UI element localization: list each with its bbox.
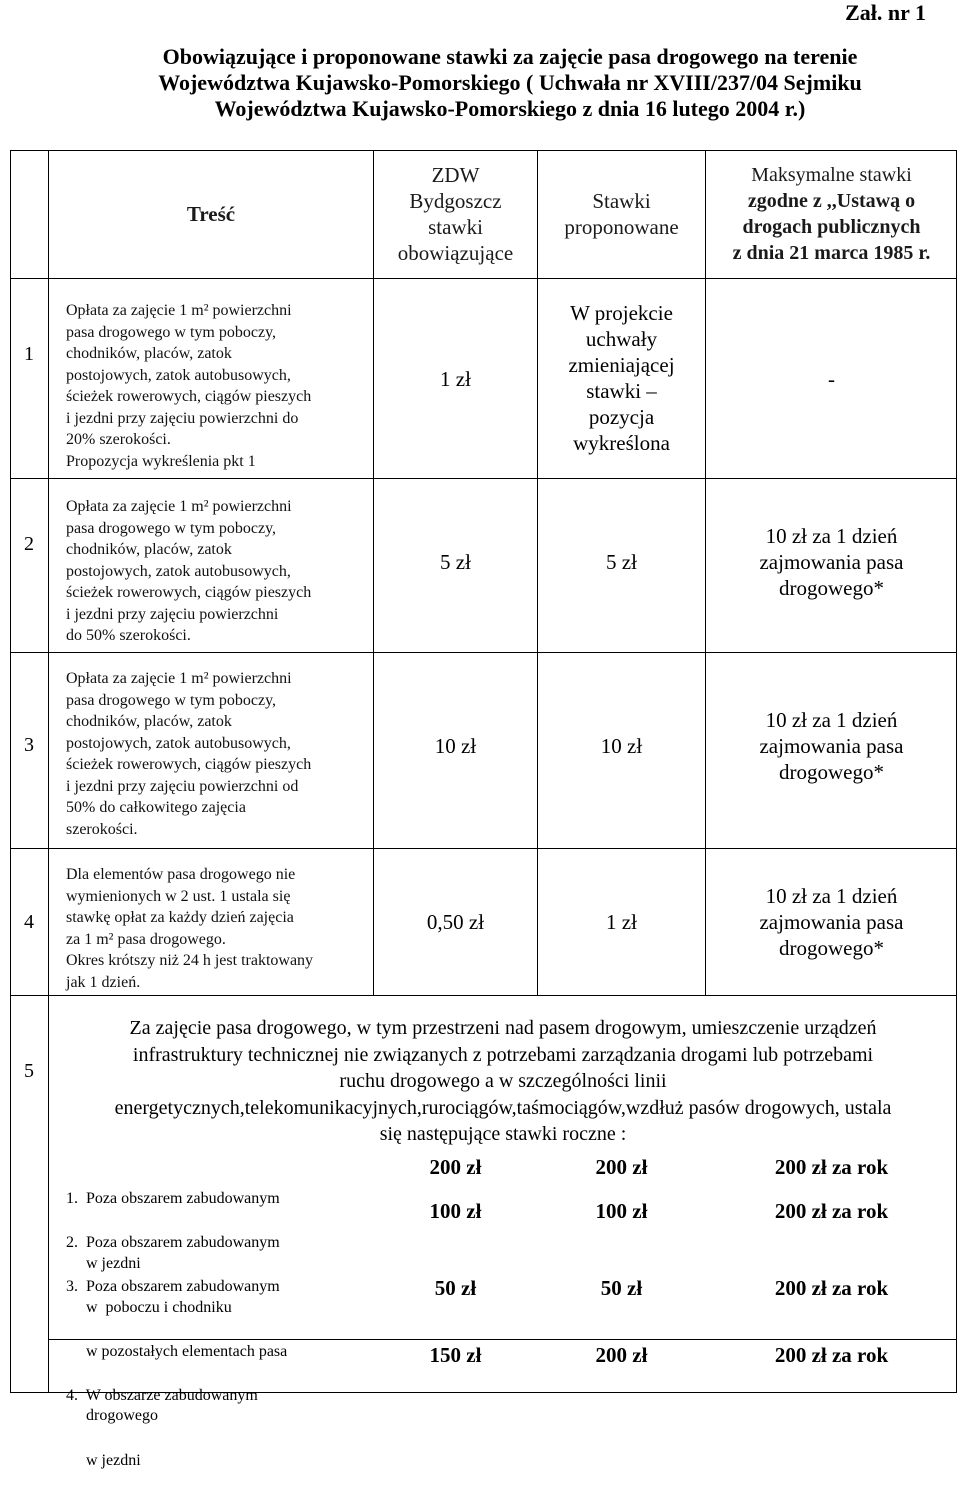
max-rate <box>706 479 957 644</box>
description-line: pasa drogowego w tym poboczy, <box>66 691 277 709</box>
row5-current-rate: 150 zł <box>429 1343 482 1367</box>
paragraph-line: infrastruktury technicznej nie związanych z potrzebami zarządzania drogami lub potrzebami <box>132 1043 874 1066</box>
header-max-line: drogach publicznych <box>742 216 921 238</box>
row5-max-rate: 200 zł za rok <box>774 1276 889 1300</box>
header-zdw <box>374 150 537 278</box>
document-title <box>140 44 880 122</box>
proposed-line: wykreślona <box>573 431 670 455</box>
max-line: 10 zł za 1 dzień <box>765 707 898 732</box>
description-line: pasa drogowego w tym poboczy, <box>66 519 277 537</box>
description-line: stawkę opłat za każdy dzień zajęcia <box>66 909 294 926</box>
header-max-line: Maksymalne stawki <box>751 164 912 186</box>
proposed-line: pozycja <box>588 405 655 429</box>
header-zdw-line: stawki <box>428 215 483 239</box>
description-line: postojowych, zatok autobusowych, <box>66 734 291 752</box>
paragraph-line: Za zajęcie pasa drogowego, w tym przestrzeni nad pasem drogowym, umieszczenie urządzeń <box>129 1017 877 1039</box>
paragraph-line: energetycznych,telekomunikacyjnych,rurociągów,taśmociągów,wzdłuż pasów drogowych, ustala <box>114 1096 892 1119</box>
row-number: 5 <box>24 1059 34 1082</box>
max-line: 10 zł za 1 dzień <box>765 523 898 548</box>
row-description <box>66 864 370 993</box>
row-description <box>66 496 366 647</box>
row-number: 1 <box>24 342 34 365</box>
paragraph-line: ruchu drogowego a w szczególności linii <box>339 1070 667 1092</box>
paragraph-line: się następujące stawki roczne : <box>379 1123 627 1145</box>
proposed-line: uchwały <box>585 327 658 351</box>
description-line: szerokości. <box>66 820 138 838</box>
current-rate: 0,50 zł <box>426 910 485 934</box>
header-proposed-line: Stawki <box>592 189 651 213</box>
header-proposed <box>538 150 705 278</box>
row5-proposed-rate: 50 zł <box>600 1276 643 1300</box>
max-line: zajmowania pasa <box>759 549 904 574</box>
description-line: 50% do całkowitego zajęcia <box>66 799 246 816</box>
item-label-line: drogowego <box>66 1407 158 1424</box>
header-max-line: zgodne z ,,Ustawą o <box>747 190 916 212</box>
max-line: zajmowania pasa <box>759 733 904 758</box>
max-rate <box>706 849 957 995</box>
proposed-line: W projekcie <box>570 301 673 325</box>
description-line: i jezdni przy zajęciu powierzchni do <box>66 409 299 427</box>
description-line: Opłata za zajęcie 1 m² powierzchni <box>66 670 292 687</box>
row-description <box>66 668 366 840</box>
row-description <box>66 300 366 472</box>
row5-max-rate: 200 zł za rok <box>774 1343 889 1367</box>
description-line: chodników, placów, zatok <box>66 713 232 730</box>
description-line: 20% szerokości. <box>66 431 171 448</box>
row5-max-rate: 200 zł za rok <box>774 1199 889 1223</box>
grid-line <box>48 150 49 1393</box>
row5-current-rate: 100 zł <box>429 1199 482 1223</box>
description-line: chodników, placów, zatok <box>66 345 232 362</box>
header-max <box>706 150 957 278</box>
description-line: ścieżek rowerowych, ciągów pieszych <box>66 388 312 405</box>
description-line: Opłata za zajęcie 1 m² powierzchni <box>66 498 292 515</box>
description-line: pasa drogowego w tym poboczy, <box>66 323 277 341</box>
description-line: chodników, placów, zatok <box>66 541 232 558</box>
row5-max-rate: 200 zł za rok <box>774 1155 889 1179</box>
current-rate: 5 zł <box>440 549 471 574</box>
max-rate: - <box>828 366 835 391</box>
row5-proposed-rate: 100 zł <box>595 1199 648 1223</box>
item-label-line: w jezdni <box>66 1451 141 1469</box>
item-label-line: 4. W obszarze zabudowanym <box>66 1387 258 1404</box>
max-line: drogowego* <box>779 936 884 960</box>
row5-paragraph <box>58 1015 948 1148</box>
title-line: Obowiązujące i proponowane stawki za zajęcie pasa drogowego na terenie <box>162 44 858 69</box>
row5-proposed-rate: 200 zł <box>595 1155 648 1179</box>
description-line: ścieżek rowerowych, ciągów pieszych <box>66 584 312 601</box>
header-zdw-line: obowiązujące <box>397 241 514 265</box>
max-rate <box>706 653 957 838</box>
row-number: 2 <box>24 532 34 555</box>
item-label-line: 2. Poza obszarem zabudowanym <box>66 1234 280 1251</box>
description-line: i jezdni przy zajęciu powierzchni od <box>66 777 299 795</box>
row5-current-rate: 50 zł <box>434 1276 477 1300</box>
header-max-line: z dnia 21 marca 1985 r. <box>732 242 931 264</box>
description-line: postojowych, zatok autobusowych, <box>66 562 291 580</box>
description-line: jak 1 dzień. <box>66 973 141 991</box>
item-label-line: 1. Poza obszarem zabudowanym <box>66 1190 280 1207</box>
description-line: Propozycja wykreślenia pkt 1 <box>66 452 256 470</box>
proposed-rate: 10 zł <box>600 733 643 758</box>
item-label-line: w pozostałych elementach pasa <box>66 1342 288 1360</box>
description-line: Okres krótszy niż 24 h jest traktowany <box>66 952 314 969</box>
description-line: postojowych, zatok autobusowych, <box>66 366 291 384</box>
proposed-rate <box>538 290 705 466</box>
description-line: i jezdni przy zajęciu powierzchni <box>66 605 279 623</box>
max-line: 10 zł za 1 dzień <box>765 884 898 908</box>
item-label-line: 3. Poza obszarem zabudowanym <box>66 1278 280 1295</box>
description-line: ścieżek rowerowych, ciągów pieszych <box>66 756 312 773</box>
row5-proposed-rate: 200 zł <box>595 1343 648 1367</box>
row5-item-label <box>66 1342 366 1493</box>
max-line: zajmowania pasa <box>759 910 904 934</box>
row5-current-rate: 200 zł <box>429 1155 482 1179</box>
header-zdw-line: Bydgoszcz <box>409 189 502 213</box>
header-proposed-line: proponowane <box>564 215 679 239</box>
grid-line <box>10 995 957 996</box>
item-label-line: w poboczu i chodniku <box>66 1298 232 1316</box>
description-line: Opłata za zajęcie 1 m² powierzchni <box>66 302 292 319</box>
max-line: drogowego* <box>779 759 884 784</box>
max-line: drogowego* <box>779 575 884 600</box>
title-line: Województwa Kujawsko-Pomorskiego ( Uchwała nr XVIII/237/04 Sejmiku <box>158 70 862 95</box>
header-content <box>49 150 373 278</box>
row-number: 3 <box>24 734 34 756</box>
proposed-rate: 5 zł <box>606 549 637 574</box>
proposed-line: zmieniającej <box>568 353 675 377</box>
item-label-line: w jezdni <box>66 1254 141 1272</box>
description-line: wymienionych w 2 ust. 1 ustala się <box>66 887 291 905</box>
proposed-line: stawki – <box>586 379 657 403</box>
description-line: Dla elementów pasa drogowego nie <box>66 866 296 883</box>
current-rate: 1 zł <box>440 366 471 391</box>
row-number: 4 <box>24 910 34 933</box>
description-line: do 50% szerokości. <box>66 627 191 644</box>
header-zdw-line: ZDW <box>431 163 480 187</box>
annex-label: Zał. nr 1 <box>845 0 926 25</box>
description-line: za 1 m² pasa drogowego. <box>66 930 226 948</box>
current-rate: 10 zł <box>434 733 477 758</box>
header-content-label: Treść <box>186 202 236 226</box>
title-line: Województwa Kujawsko-Pomorskiego z dnia 16 lutego 2004 r.) <box>214 96 806 121</box>
proposed-rate: 1 zł <box>606 910 637 934</box>
